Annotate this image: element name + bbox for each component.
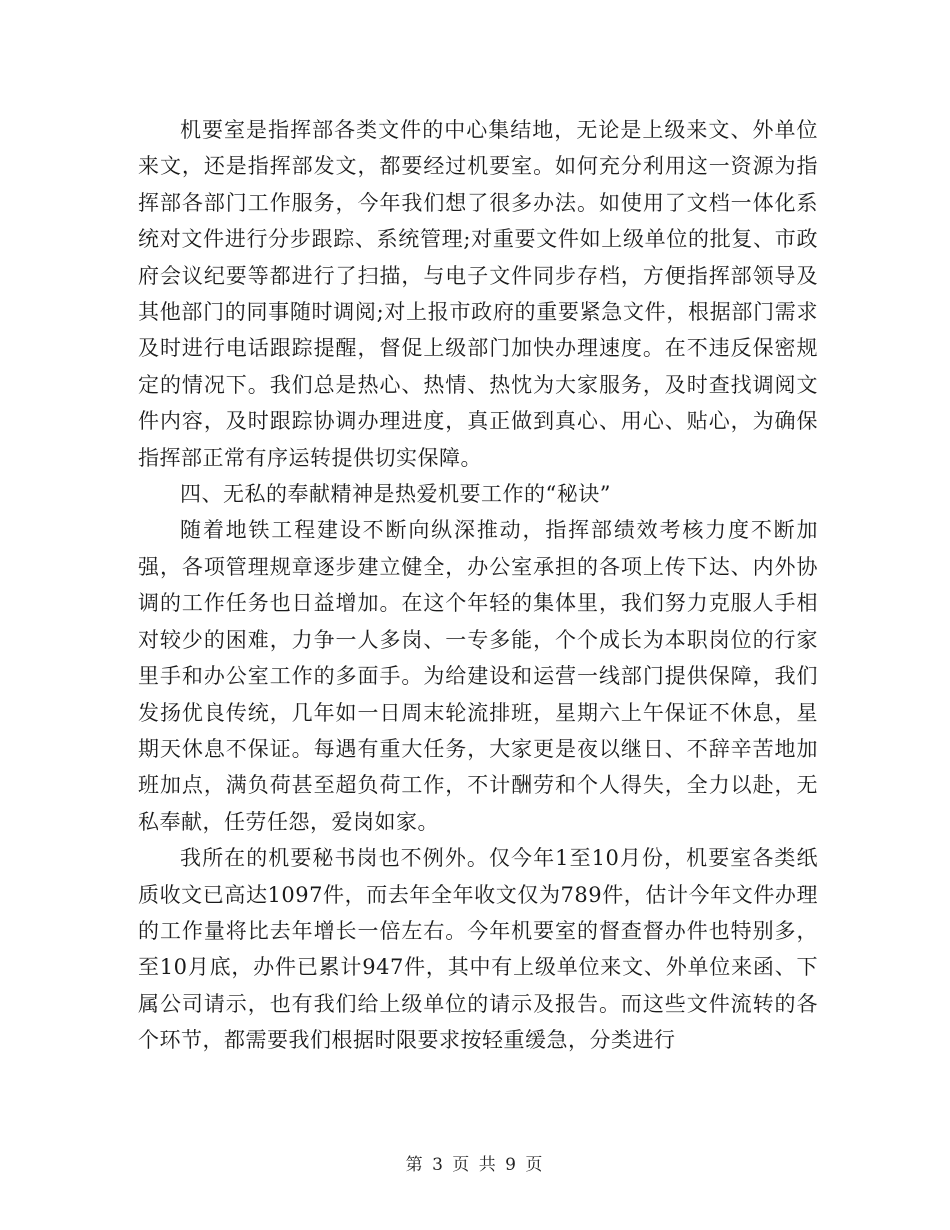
page-number-footer: 第 3 页 共 9 页 [405,1155,545,1175]
paragraph-dedication: 随着地铁工程建设不断向纵深推动，指挥部绩效考核力度不断加强，各项管理规章逐步建立健全，办公室承担的各项上传下达、内外协调的工作任务也日益增加。在这个年轻的集体里，我们努力克服人手相对较少的困难，力争一人多岗、一专多能，个个成长为本职岗位的行家里手和办公室工作的多面手。为给建设和运营一线部门提供保障，我们发扬优良传统，几年如一日周末轮流排班，星期六上午保证不休息，星期天休息不保证。每遇有重大任务，大家更是夜以继日、不辞辛苦地加班加点，满负荷甚至超负荷工作，不计酬劳和个人得失，全力以赴，无私奉献，任劳任怨，爱岗如家。 [138,518,818,834]
document-body [138,112,818,1059]
paragraph-archive-room: 机要室是指挥部各类文件的中心集结地，无论是上级来文、外单位来文，还是指挥部发文，都要经过机要室。如何充分利用这一资源为指挥部各部门工作服务，今年我们想了很多办法。如使用了文档一体化系统对文件进行分步跟踪、系统管理;对重要文件如上级单位的批复、市政府会议纪要等都进行了扫描，与电子文件同步存档，方便指挥部领导及其他部门的同事随时调阅;对上报市政府的重要紧急文件，根据部门需求及时进行电话跟踪提醒，督促上级部门加快办理速度。在不违反保密规定的情况下。我们总是热心、热情、热忱为大家服务，及时查找调阅文件内容，及时跟踪协调办理进度，真正做到真心、用心、贴心，为确保指挥部正常有序运转提供切实保障。 [138,118,818,470]
paragraph-secretary-post: 我所在的机要秘书岗也不例外。仅今年1至10月份，机要室各类纸质收文已高达1097件，而去年全年收文仅为789件，估计今年文件办理的工作量将比去年增长一倍左右。今年机要室的督查督办件也特别多，至10月底，办件已累计947件，其中有上级单位来文、外单位来函、下属公司请示，也有我们给上级单位的请示及报告。而这些文件流转的各个环节，都需要我们根据时限要求按轻重缓急，分类进行 [138,846,818,1053]
section-heading-four: 四、无私的奉献精神是热爱机要工作的“秘诀” [180,482,611,507]
